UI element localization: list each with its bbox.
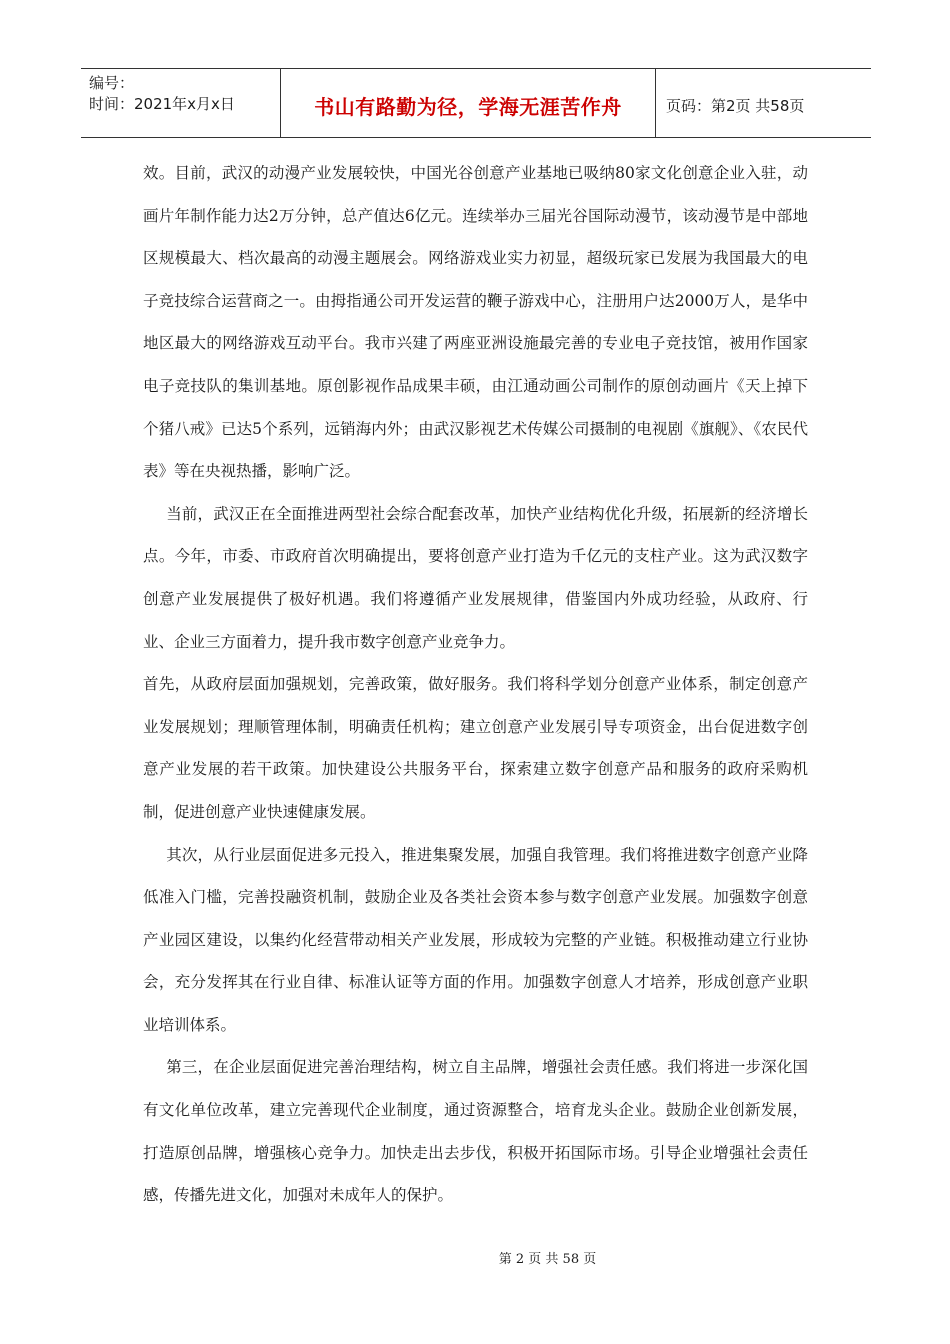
paragraph-4: 其次，从行业层面促进多元投入，推进集聚发展，加强自我管理。我们将推进数字创意产业降低准入门槛，完善投融资机制，鼓励企业及各类社会资本参与数字创意产业发展。加强数字创意产业园区建设，以集约化经营带动相关产业发展，形成较为完整的产业链。积极推动建立行业协会，充分发挥其在行业自律、标准认证等方面的作用。加强数字创意人才培养，形成创意产业职业培训体系。 xyxy=(143,845,808,1034)
header-page-info xyxy=(656,69,871,137)
page-info-text: 页码：第2页 共58页 xyxy=(666,96,805,115)
number-label: 编号： xyxy=(89,74,135,92)
page-header xyxy=(81,68,871,138)
header-motto xyxy=(281,69,656,137)
document-body xyxy=(143,152,808,1217)
paragraph-5: 第三，在企业层面促进完善治理结构，树立自主品牌，增强社会责任感。我们将进一步深化国有文化单位改革，建立完善现代企业制度，通过资源整合，培育龙头企业。鼓励企业创新发展，打造原创品牌，增强核心竞争力。加快走出去步伐，积极开拓国际市场。引导企业增强社会责任感，传播先进文化，加强对未成年人的保护。 xyxy=(143,1058,808,1205)
motto-text: 书山有路勤为径，学海无涯苦作舟 xyxy=(314,94,622,119)
time-label: 时间：2021年x月x日 xyxy=(89,95,235,113)
page-footer xyxy=(0,1248,950,1267)
header-meta xyxy=(81,69,281,137)
footer-page-number: 第 2 页 共 58 页 xyxy=(498,1252,597,1267)
paragraph-2: 当前，武汉正在全面推进两型社会综合配套改革，加快产业结构优化升级，拓展新的经济增长点。今年，市委、市政府首次明确提出，要将创意产业打造为千亿元的支柱产业。这为武汉数字创意产业发展提供了极好机遇。我们将遵循产业发展规律，借鉴国内外成功经验，从政府、行业、企业三方面着力，提升我市数字创意产业竞争力。 xyxy=(143,504,808,651)
paragraph-3: 首先，从政府层面加强规划，完善政策，做好服务。我们将科学划分创意产业体系，制定创意产业发展规划；理顺管理体制，明确责任机构；建立创意产业发展引导专项资金，出台促进数字创意产业发展的若干政策。加快建设公共服务平台，探索建立数字创意产品和服务的政府采购机制，促进创意产业快速健康发展。 xyxy=(143,675,808,821)
paragraph-1: 效。目前，武汉的动漫产业发展较快，中国光谷创意产业基地已吸纳80家文化创意企业入驻，动画片年制作能力达2万分钟，总产值达6亿元。连续举办三届光谷国际动漫节，该动漫节是中部地区规模最大、档次最高的动漫主题展会。网络游戏业实力初显，超级玩家已发展为我国最大的电子竞技综合运营商之一。由拇指通公司开发运营的鞭子游戏中心，注册用户达2000万人，是华中地区最大的网络游戏互动平台。我市兴建了两座亚洲设施最完善的专业电子竞技馆，被用作国家电子竞技队的集训基地。原创影视作品成果丰硕，由江通动画公司制作的原创动画片《天上掉下个猪八戒》已达5个系列，远销海内外；由武汉影视艺术传媒公司摄制的电视剧《旗舰》、《农民代表》等在央视热播，影响广泛。 xyxy=(143,164,808,481)
